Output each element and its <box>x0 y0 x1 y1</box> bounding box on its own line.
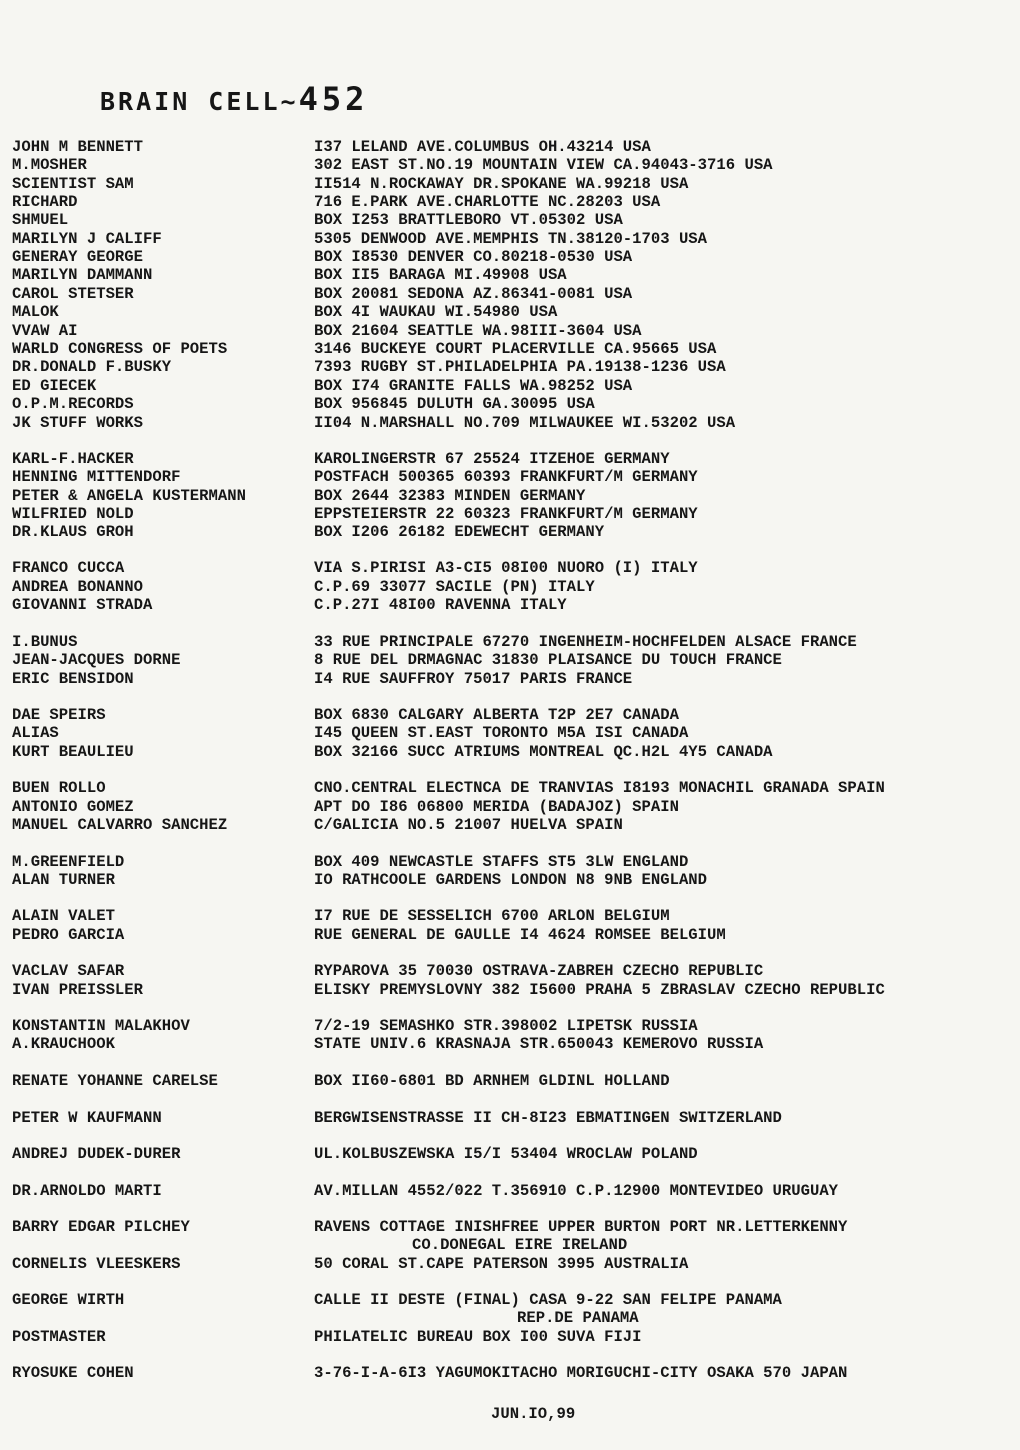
entry-address: I37 LELAND AVE.COLUMBUS OH.43214 USA <box>314 138 651 156</box>
entry-name: WILFRIED NOLD <box>12 505 134 523</box>
entry-address: IO RATHCOOLE GARDENS LONDON N8 9NB ENGLAND <box>314 871 708 889</box>
entry-address: KAROLINGERSTR 67 25524 ITZEHOE GERMANY <box>314 450 670 468</box>
entry-name: FRANCO CUCCA <box>12 559 125 577</box>
entry-address: BOX 4I WAUKAU WI.54980 USA <box>314 303 558 321</box>
entry-name: MALOK <box>12 303 59 321</box>
entry-name: HENNING MITTENDORF <box>12 468 181 486</box>
entry-name: ALIAS <box>12 724 59 742</box>
entry-address: POSTFACH 500365 60393 FRANKFURT/M GERMANY <box>314 468 698 486</box>
entry-name: MARILYN DAMMANN <box>12 266 153 284</box>
entry-address: BOX I74 GRANITE FALLS WA.98252 USA <box>314 377 633 395</box>
entry-address: C/GALICIA NO.5 21007 HUELVA SPAIN <box>314 816 623 834</box>
entry-address: I7 RUE DE SESSELICH 6700 ARLON BELGIUM <box>314 907 670 925</box>
entry-name: O.P.M.RECORDS <box>12 395 134 413</box>
entry-name: BUEN ROLLO <box>12 779 106 797</box>
entry-name: POSTMASTER <box>12 1328 106 1346</box>
date-footer: JUN.IO,99 <box>491 1405 576 1423</box>
entry-address: 7393 RUGBY ST.PHILADELPHIA PA.19138-1236 USA <box>314 358 726 376</box>
entry-name: ERIC BENSIDON <box>12 670 134 688</box>
entry-name: DR.DONALD F.BUSKY <box>12 358 172 376</box>
entry-address: BOX 956845 DULUTH GA.30095 USA <box>314 395 595 413</box>
title-prefix: BRAIN CELL <box>100 87 281 116</box>
entry-address: RAVENS COTTAGE INISHFREE UPPER BURTON PORT NR.LETTERKENNY <box>314 1218 848 1236</box>
entry-address: C.P.69 33077 SACILE (PN) ITALY <box>314 578 595 596</box>
entry-address: AV.MILLAN 4552/022 T.356910 C.P.12900 MONTEVIDEO URUGUAY <box>314 1182 839 1200</box>
entry-address-line-2: CO.DONEGAL EIRE IRELAND <box>412 1236 628 1255</box>
entry-address-line-2: REP.DE PANAMA <box>517 1309 639 1328</box>
entry-address: 50 CORAL ST.CAPE PATERSON 3995 AUSTRALIA <box>314 1255 689 1273</box>
entry-name: A.KRAUCHOOK <box>12 1035 115 1053</box>
entry-address: VIA S.PIRISI A3-CI5 08I00 NUORO (I) ITALY <box>314 559 698 577</box>
entry-address: 3-76-I-A-6I3 YAGUMOKITACHO MORIGUCHI-CITY OSAKA 570 JAPAN <box>314 1364 848 1382</box>
entry-name: DR.ARNOLDO MARTI <box>12 1182 162 1200</box>
entry-name: ALAN TURNER <box>12 871 115 889</box>
entry-address: RUE GENERAL DE GAULLE I4 4624 ROMSEE BELGIUM <box>314 926 726 944</box>
entry-address: BOX II60-6801 BD ARNHEM GLDINL HOLLAND <box>314 1072 670 1090</box>
entry-address: STATE UNIV.6 KRASNAJA STR.650043 KEMEROVO RUSSIA <box>314 1035 764 1053</box>
entry-address: PHILATELIC BUREAU BOX I00 SUVA FIJI <box>314 1328 642 1346</box>
entry-address: 302 EAST ST.NO.19 MOUNTAIN VIEW CA.94043-3716 USA <box>314 156 773 174</box>
entry-address: BOX II5 BARAGA MI.49908 USA <box>314 266 567 284</box>
entry-name: M.MOSHER <box>12 156 87 174</box>
entry-address: BOX I8530 DENVER CO.80218-0530 USA <box>314 248 633 266</box>
entry-name: IVAN PREISSLER <box>12 981 144 999</box>
entry-name: SCIENTIST SAM <box>12 175 134 193</box>
entry-address: BOX 32166 SUCC ATRIUMS MONTREAL QC.H2L 4Y5 CANADA <box>314 743 773 761</box>
entry-name: JEAN-JACQUES DORNE <box>12 651 181 669</box>
entry-name: WARLD CONGRESS OF POETS <box>12 340 228 358</box>
page-title <box>100 80 368 118</box>
entry-name: VACLAV SAFAR <box>12 962 125 980</box>
entry-name: KURT BEAULIEU <box>12 743 134 761</box>
entry-name: DAE SPEIRS <box>12 706 106 724</box>
entry-name: RYOSUKE COHEN <box>12 1364 134 1382</box>
issue-number: 452 <box>298 80 369 118</box>
entry-address: 5305 DENWOOD AVE.MEMPHIS TN.38120-1703 USA <box>314 230 708 248</box>
entry-name: PETER & ANGELA KUSTERMANN <box>12 487 246 505</box>
entry-name: GIOVANNI STRADA <box>12 596 153 614</box>
entry-name: KONSTANTIN MALAKHOV <box>12 1017 190 1035</box>
entry-name: CAROL STETSER <box>12 285 134 303</box>
entry-address: UL.KOLBUSZEWSKA I5/I 53404 WROCLAW POLAND <box>314 1145 698 1163</box>
entry-name: ANDREA BONANNO <box>12 578 144 596</box>
entry-address: 716 E.PARK AVE.CHARLOTTE NC.28203 USA <box>314 193 661 211</box>
entry-name: MANUEL CALVARRO SANCHEZ <box>12 816 228 834</box>
entry-name: PETER W KAUFMANN <box>12 1109 162 1127</box>
entry-address: BERGWISENSTRASSE II CH-8I23 EBMATINGEN SWITZERLAND <box>314 1109 782 1127</box>
entry-name: JK STUFF WORKS <box>12 414 144 432</box>
entry-address: 3146 BUCKEYE COURT PLACERVILLE CA.95665 USA <box>314 340 717 358</box>
entry-address: 7/2-19 SEMASHKO STR.398002 LIPETSK RUSSIA <box>314 1017 698 1035</box>
entry-address: BOX 20081 SEDONA AZ.86341-0081 USA <box>314 285 633 303</box>
entry-address: BOX 21604 SEATTLE WA.98III-3604 USA <box>314 322 642 340</box>
entry-address: BOX 409 NEWCASTLE STAFFS ST5 3LW ENGLAND <box>314 853 689 871</box>
entry-name: GENERAY GEORGE <box>12 248 144 266</box>
entry-address: II514 N.ROCKAWAY DR.SPOKANE WA.99218 USA <box>314 175 689 193</box>
entry-address: I45 QUEEN ST.EAST TORONTO M5A ISI CANADA <box>314 724 689 742</box>
entry-name: ANTONIO GOMEZ <box>12 798 134 816</box>
entry-name: VVAW AI <box>12 322 78 340</box>
entry-address: II04 N.MARSHALL NO.709 MILWAUKEE WI.53202 USA <box>314 414 736 432</box>
entry-address: EPPSTEIERSTR 22 60323 FRANKFURT/M GERMANY <box>314 505 698 523</box>
entry-address: ELISKY PREMYSLOVNY 382 I5600 PRAHA 5 ZBRASLAV CZECHO REPUBLIC <box>314 981 885 999</box>
entry-name: ED GIECEK <box>12 377 97 395</box>
entry-name: JOHN M BENNETT <box>12 138 144 156</box>
entry-name: GEORGE WIRTH <box>12 1291 125 1309</box>
entry-name: ALAIN VALET <box>12 907 115 925</box>
entry-address: APT DO I86 06800 MERIDA (BADAJOZ) SPAIN <box>314 798 679 816</box>
title-dash: ~ <box>280 87 299 116</box>
entry-name: ANDREJ DUDEK-DURER <box>12 1145 181 1163</box>
entry-address: RYPAROVA 35 70030 OSTRAVA-ZABREH CZECHO REPUBLIC <box>314 962 764 980</box>
entry-name: RICHARD <box>12 193 78 211</box>
entry-address: BOX 6830 CALGARY ALBERTA T2P 2E7 CANADA <box>314 706 679 724</box>
entry-address: BOX I206 26182 EDEWECHT GERMANY <box>314 523 605 541</box>
entry-name: BARRY EDGAR PILCHEY <box>12 1218 190 1236</box>
entry-name: I.BUNUS <box>12 633 78 651</box>
entry-name: MARILYN J CALIFF <box>12 230 162 248</box>
entry-name: M.GREENFIELD <box>12 853 125 871</box>
entry-address: CALLE II DESTE (FINAL) CASA 9-22 SAN FELIPE PANAMA <box>314 1291 782 1309</box>
entry-name: RENATE YOHANNE CARELSE <box>12 1072 218 1090</box>
entry-address: CNO.CENTRAL ELECTNCA DE TRANVIAS I8193 MONACHIL GRANADA SPAIN <box>314 779 885 797</box>
entry-address: C.P.27I 48I00 RAVENNA ITALY <box>314 596 567 614</box>
entry-name: CORNELIS VLEESKERS <box>12 1255 181 1273</box>
entry-name: PEDRO GARCIA <box>12 926 125 944</box>
entry-address: I4 RUE SAUFFROY 75017 PARIS FRANCE <box>314 670 633 688</box>
entry-name: SHMUEL <box>12 211 69 229</box>
entry-address: 8 RUE DEL DRMAGNAC 31830 PLAISANCE DU TOUCH FRANCE <box>314 651 782 669</box>
entry-address: 33 RUE PRINCIPALE 67270 INGENHEIM-HOCHFELDEN ALSACE FRANCE <box>314 633 857 651</box>
entry-name: KARL-F.HACKER <box>12 450 134 468</box>
entry-name: DR.KLAUS GROH <box>12 523 134 541</box>
entry-address: BOX I253 BRATTLEBORO VT.05302 USA <box>314 211 623 229</box>
entry-address: BOX 2644 32383 MINDEN GERMANY <box>314 487 586 505</box>
